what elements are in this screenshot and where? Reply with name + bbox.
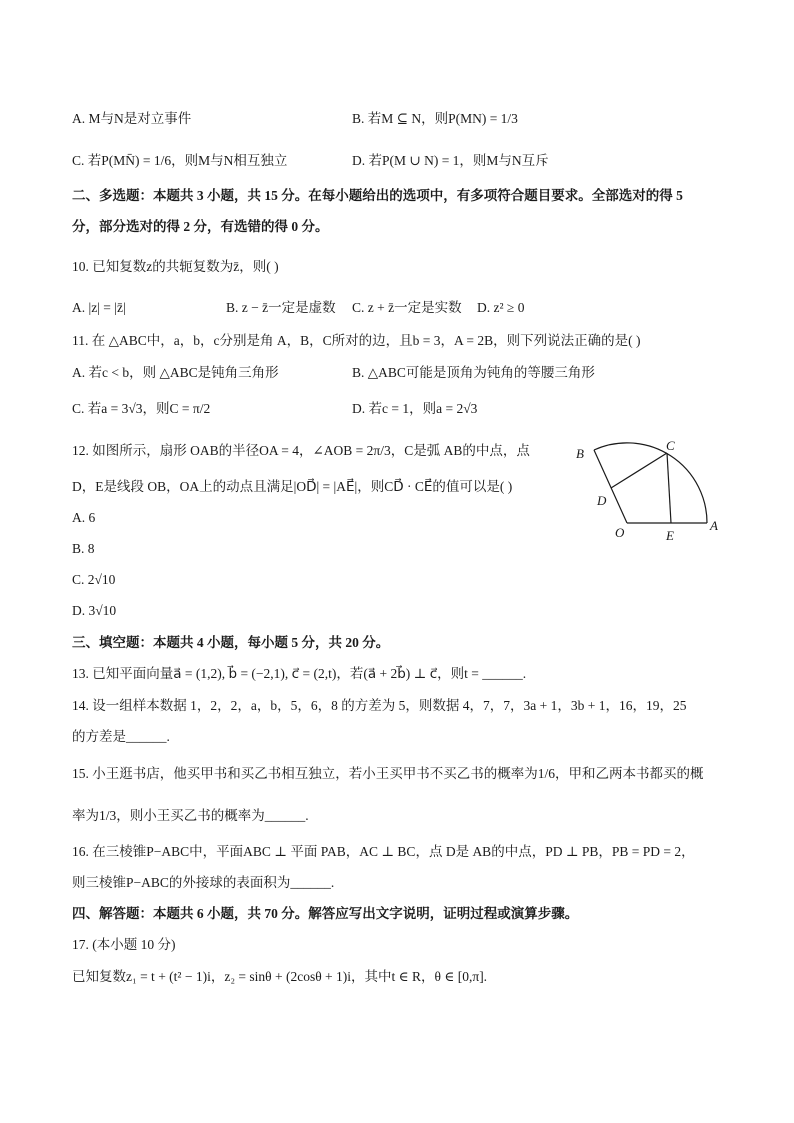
q12-stem-cont: D，E是线段 OB，OA上的动点且满足|OD⃗| = |AE⃗|，则CD⃗ · CE⃗的值可以是( ) (72, 479, 513, 494)
segment-CE (667, 453, 671, 523)
q10-option-a: A. |z| = |z̄| (72, 300, 126, 315)
q10-option-b: B. z − z̄一定是虚数 (226, 300, 336, 315)
label-C: C (666, 438, 675, 453)
section2-heading-cont: 分，部分选对的得 2 分，有选错的得 0 分。 (72, 219, 329, 234)
segment-OB (594, 450, 627, 523)
section4-heading: 四、解答题：本题共 6 小题，共 70 分。解答应写出文字说明，证明过程或演算步骤。 (72, 906, 579, 921)
q12-option-c: C. 2√10 (72, 572, 116, 587)
q12-option-a: A. 6 (72, 510, 96, 525)
label-D: D (597, 493, 607, 508)
q9-option-a: A. M与N是对立事件 (72, 111, 192, 126)
q15-stem-cont: 率为1/3，则小王买乙书的概率为______. (72, 808, 309, 823)
segment-CD (611, 453, 667, 488)
q12-stem: 12. 如图所示，扇形 OAB的半径OA = 4，∠AOB = 2π/3，C是弧 AB的中点，点 (72, 443, 530, 458)
sector-figure (560, 430, 740, 550)
q13-stem: 13. 已知平面向量a⃗ = (1,2), b⃗ = (−2,1), c⃗ = (2,t)，若(a⃗ + 2b⃗) ⊥ c⃗，则t = ______. (72, 666, 527, 681)
sector-arc (594, 443, 707, 523)
label-B: B (576, 446, 584, 461)
q17-stem: 已知复数z₁ = t + (t² − 1)i，z₂ = sinθ + (2cosθ + 1)i，其中t ∈ R，θ ∈ [0,π]. (72, 969, 488, 984)
q9-option-b: B. 若M ⊆ N，则P(MN) = 1/3 (352, 111, 518, 126)
q11-stem: 11. 在 △ABC中，a，b，c分别是角 A，B，C所对的边，且b = 3，A = 2B，则下列说法正确的是( ) (72, 333, 641, 348)
q9-option-d: D. 若P(M ∪ N) = 1，则M与N互斥 (352, 153, 549, 168)
q15-stem: 15. 小王逛书店，他买甲书和买乙书相互独立，若小王买甲书不买乙书的概率为1/6，甲和乙两本书都买的概 (72, 766, 704, 781)
section2-heading: 二、多选题：本题共 3 小题，共 15 分。在每小题给出的选项中，有多项符合题目要求。全部选对的得 5 (72, 188, 683, 203)
q14-stem-cont: 的方差是______. (72, 729, 170, 744)
q12-option-d: D. 3√10 (72, 603, 117, 618)
q11-option-a: A. 若c < b，则 △ABC是钝角三角形 (72, 365, 279, 380)
label-A: A (710, 518, 718, 533)
q11-option-d: D. 若c = 1，则a = 2√3 (352, 401, 478, 416)
q14-stem: 14. 设一组样本数据 1，2，2，a，b，5，6，8 的方差为 5，则数据 4，7，7，3a + 1，3b + 1，16，19，25 (72, 698, 687, 713)
q10-stem: 10. 已知复数z的共轭复数为z̄，则( ) (72, 259, 279, 274)
q16-stem-cont: 则三棱锥P−ABC的外接球的表面积为______. (72, 875, 335, 890)
q17-header: 17. (本小题 10 分) (72, 937, 176, 952)
q11-option-b: B. △ABC可能是顶角为钝角的等腰三角形 (352, 365, 595, 380)
label-E: E (666, 528, 674, 543)
q10-option-d: D. z² ≥ 0 (477, 300, 525, 315)
q12-option-b: B. 8 (72, 541, 95, 556)
q16-stem: 16. 在三棱锥P−ABC中，平面ABC ⊥ 平面 PAB，AC ⊥ BC，点 D是 AB的中点，PD ⊥ PB，PB = PD = 2， (72, 844, 695, 859)
q10-option-c: C. z + z̄一定是实数 (352, 300, 462, 315)
q9-option-c: C. 若P(MN̄) = 1/6，则M与N相互独立 (72, 153, 288, 168)
q11-option-c: C. 若a = 3√3，则C = π/2 (72, 401, 211, 416)
section3-heading: 三、填空题：本题共 4 小题，每小题 5 分，共 20 分。 (72, 635, 390, 650)
label-O: O (615, 525, 625, 540)
